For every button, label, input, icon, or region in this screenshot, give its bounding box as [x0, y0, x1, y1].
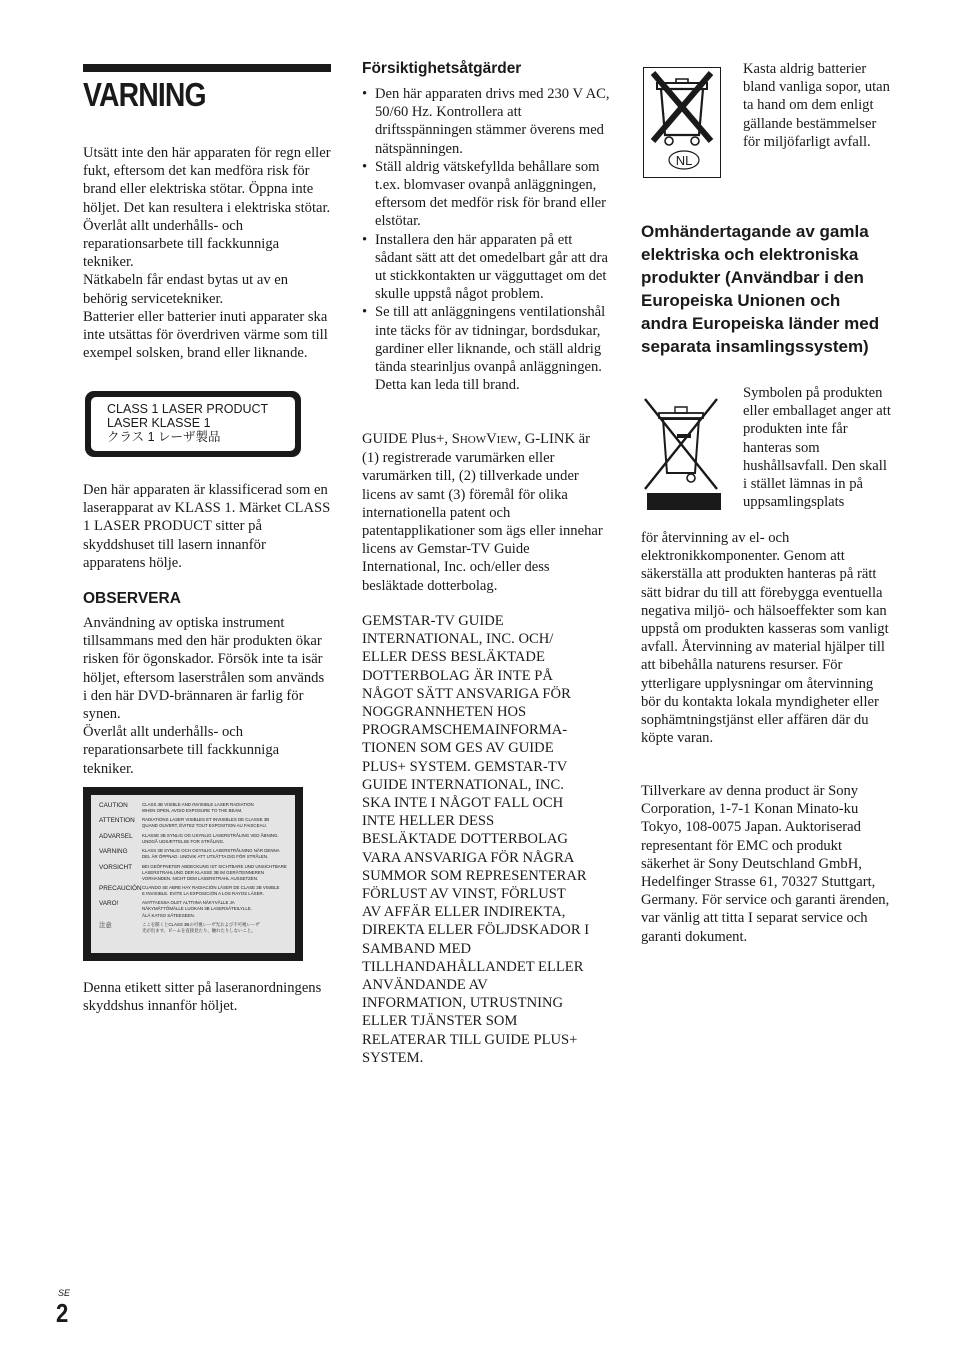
- warning-paragraph-3: Batterier eller batterier inuti apparater ska inte utsättas för överdriven värme som till exempel solsken, brand eller liknande.: [83, 308, 328, 362]
- battery-disposal-icon: [643, 67, 721, 178]
- observera-heading: OBSERVERA: [83, 590, 181, 607]
- laser-class-paragraph: Den här apparaten är klassificerad som en laserapparat av KLASS 1. Märket CLASS 1 LASER PRODUCT sitter på skyddshuset till lasern innanför apparatens hölje.: [83, 482, 331, 571]
- caution-row-text: BEI GEÖFFNETER ABDECKUNG IST SICHTBARE UND UNSICHTBARE LASERSTRAHLUNG DER KLASSE 3B IM GERÄTEINNEREN VORHANDEN. NICHT DEM LASERSTRAHL AUSSETZEN.: [142, 863, 287, 881]
- caution-row-text: AVATTAESSA OLET ALTTIINA NÄKYVÄLLE JA NÄKYMÄTTÖMÄLLE LUOKAN 3B LASERSÄTEILYLLE. ÄLÄ KATSO SÄTEESEEN.: [142, 900, 252, 918]
- caution-row: [99, 817, 289, 829]
- precautions-heading: Försiktighetsåtgärder: [362, 60, 522, 77]
- caution-row-label: PRECAUCIÓN: [99, 884, 142, 892]
- laser-label-line-2: LASER KLASSE 1: [107, 416, 211, 430]
- caution-row-label: VARO!: [99, 900, 119, 908]
- observera-paragraph-2: Överlåt allt underhålls- och reparationsarbete till fackkunniga tekniker.: [83, 724, 280, 777]
- caution-row: [99, 864, 289, 882]
- caution-row-label: VORSICHT: [99, 863, 133, 871]
- caution-row-label: ADVARSEL: [99, 832, 133, 840]
- caution-row: [99, 802, 289, 814]
- trademark-paragraph: [362, 430, 610, 595]
- laser-label-line-1: CLASS 1 LASER PRODUCT: [107, 402, 269, 416]
- precaution-item: • Den här apparaten drivs med 230 V AC, 50/60 Hz. Kontrollera att driftsspänningen stämmer överens med nätspänningen.: [362, 85, 610, 158]
- footer-language: SE: [58, 1288, 71, 1298]
- disclaimer-paragraph: GEMSTAR-TV GUIDE INTERNATIONAL, INC. OCH/ ELLER DESS BESLÄKTADE DOTTERBOLAG ÄR INTE PÅ NÅGOT SÄTT ANSVARIGA FÖR NOGGRANNHETEN HOS PROGRAMSCHEMAINFORMA- TIONEN SOM GES AV GUIDE PLUS+ SYSTEM. GEMSTAR-TV GUIDE INTERNATIONAL, INC. SKA INTE I NÅGOT FALL OCH INTE HELLER DESS BESLÄKTADE DOTTERBOLAG VARA ANSVARIGA FÖR NÅGRA SUMMOR SOM REPRESENTERAR FÖRLUST AV VINST, FÖRLUST AV AFFÄR ELLER INDIREKTA, DIREKTA ELLER FÖLJDSKADOR I SAMBAND MED TILLHANDAHÅLLANDET ELLER ANVÄNDANDE AV INFORMATION, UTRUSTNING ELLER TJÄNSTER SOM RELATERAR TILL GUIDE PLUS+ SYSTEM.: [362, 613, 590, 1066]
- label-location-paragraph: Denna etikett sitter på laseranordningens skyddshus innanför höljet.: [83, 980, 322, 1015]
- caution-row: [99, 885, 289, 897]
- crossed-bin-icon: [641, 389, 721, 513]
- warning-paragraph-1: Utsätt inte den här apparaten för regn eller fukt, eftersom det kan medföra risk för brand eller elektriska stötar. Öppna inte höljet. Det kan resultera i elektriska stötar. Överlåt allt underhålls- och reparationsarbete till fackkunniga tekniker.: [83, 145, 331, 271]
- trademark-show-s: S: [451, 431, 460, 447]
- caution-row: [99, 900, 289, 918]
- weee-side-paragraph: Symbolen på produkten eller emballaget anger att produkten inte får hanteras som hushållsavfall. Den skall i stället lämnas in på uppsamlingsplats: [743, 385, 891, 511]
- warning-text-block: [83, 144, 331, 362]
- page-title: VARNING: [83, 76, 206, 113]
- laser-label-line-3: クラス 1 レーザ製品: [107, 430, 221, 444]
- trademark-view-rest: IEW: [496, 434, 518, 446]
- observera-text-block: [83, 614, 331, 778]
- observera-paragraph-1: Användning av optiska instrument tillsammans med den här produkten ökar risken för ögonskador. Försök inte ta isär höljet, eftersom laserstrålen som används i den här DVD-brännaren är farlig för synen.: [83, 615, 325, 723]
- trademark-view-v: V: [486, 431, 497, 447]
- trademark-body: , G-LINK är (1) registrerade varumärken eller varumärken till, (2) tillverkade under licens av samt (3) föremål för olika internationella patent och patentapplikationer som ägs eller innehar licens av Gemstar-TV Guide International, Inc. och/eller dess besläktade dotterbolag.: [362, 431, 603, 594]
- caution-row-text: RADIATIONS LASER VISIBLES ET INVISIBLES DE CLASSE 3B QUAND OUVERT, ÉVITEZ TOUT EXPOSITION AU FAISCEAU.: [142, 817, 270, 829]
- trademark-guide: GUIDE Plus+,: [362, 431, 452, 447]
- caution-row: [99, 833, 289, 845]
- trademark-show-rest: HOW: [459, 434, 487, 446]
- precaution-item: • Ställ aldrig vätskefyllda behållare som t.ex. blomvaser ovanpå anläggningen, eftersom det medför risk för brand eller elstötar.: [362, 158, 610, 231]
- precaution-item: • Se till att anläggningens ventilationshål inte täcks för av tidningar, bordsdukar, gardiner eller liknande, och ställ aldrig tända stearinljus ovanpå anläggningen. Detta kan leda till brand.: [362, 303, 610, 394]
- caution-row-text: CUANDO SE ABRE HAY RADIACIÓN LÁSER DE CLASE 3B VISIBLE E INVISIBLE. EVITE LA EXPOSICIÓN A LOS RAYOS LÁSER.: [142, 884, 280, 897]
- caution-row-label: 注意: [99, 921, 112, 929]
- caution-row: [99, 848, 289, 860]
- caution-row-text: KLASSE 3B SYNLIG OG USYNLIG LASERSTRÅLING VED ÅBNING. UNDGÅ UDSÆTTELSE FOR STRÅLING.: [142, 832, 279, 844]
- class1-laser-label: [85, 391, 301, 457]
- precaution-item: • Installera den här apparaten på ett sådant sätt att det omedelbart går att dra ut stickkontakten ur vägguttaget om det skulle uppstå något problem.: [362, 231, 610, 304]
- caution-row: [99, 922, 289, 934]
- weee-paragraph: för återvinning av el- och elektronikkomponenter. Genom att säkerställa att produkten hanteras på rätt sätt bidrar du till att förebygga eventuella negativa miljö- och hälsoeffekter som kan uppstå om produkten kasseras som vanligt avfall. Återvinning av material hjälper till att bibehålla naturens resurser. För ytterligare upplysningar om återvinning bör du kontakta lokala myndigheter eller sophämtningstjänst eller affären där du köpte varan.: [641, 530, 889, 747]
- precautions-list: [362, 85, 610, 394]
- manufacturer-paragraph: Tillverkare av denna product är Sony Corporation, 1-7-1 Konan Minato-ku Tokyo, 108-0075 Japan. Auktoriserad representant för EMC och produkt säkerhet är Sony Deutschland GmbH, Hedelfinger Strasse 61, 70327 Stuttgart, Germany. För service och garanti ärenden, var vänlig att titta I separat service och garanti dokument.: [641, 783, 890, 945]
- battery-paragraph: Kasta aldrig batterier bland vanliga sopor, utan ta hand om dem enligt gällande bestämmelser för miljöfarligt avfall.: [743, 61, 890, 150]
- caution-row-label: VARNING: [99, 848, 128, 856]
- laser-caution-label: [83, 787, 303, 961]
- caution-row-label: CAUTION: [99, 802, 128, 809]
- title-rule: [83, 64, 331, 72]
- caution-row-text: KLASS 3B SYNLIG OCH OSYNLIG LASERSTRÅLNING NÄR DENNA DEL ÄR ÖPPNAD. UNDVIK ATT UTSÄTTA DIG FÖR STRÅLEN.: [142, 848, 280, 860]
- weee-heading: Omhändertagande av gamla elektriska och elektroniska produkter (Användbar i den Europeiska Unionen och andra Europeiska länder med separata insamlingssystem): [641, 222, 880, 356]
- battery-icon-text: NL: [675, 153, 693, 168]
- caution-row-text: ここを開くとCLASS 3Bの可視レーザ光および不可視レーザ 光が出ます。ビームを直接見たり、触れたりしないこと。: [142, 921, 260, 933]
- warning-paragraph-2: Nätkabeln får endast bytas ut av en behörig servicetekniker.: [83, 272, 289, 307]
- caution-row-text: CLASS 3B VISIBLE AND INVISIBLE LASER RADIATION WHEN OPEN, AVOID EXPOSURE TO THE BEAM.: [142, 802, 254, 814]
- footer-page-number: 2: [56, 1298, 69, 1328]
- caution-row-label: ATTENTION: [99, 817, 135, 825]
